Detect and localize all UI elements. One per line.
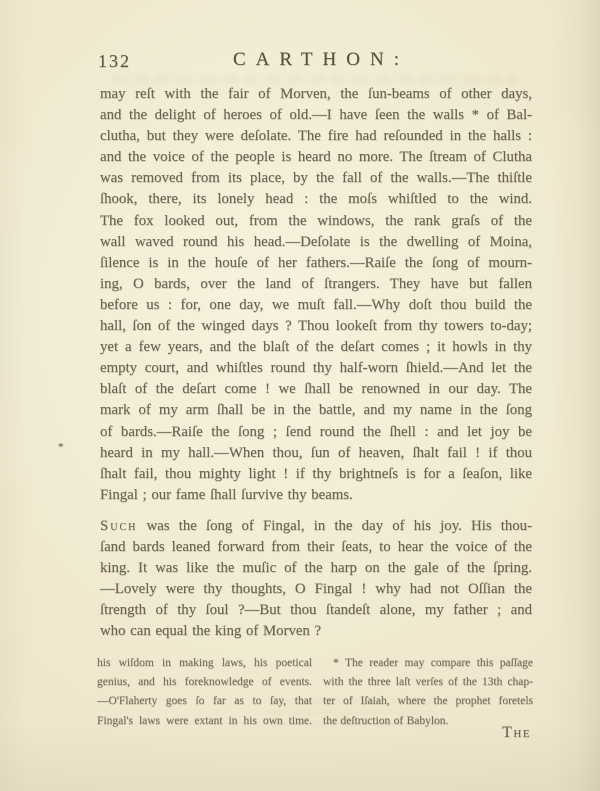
- text-line: —O'Flaherty goes ſo far as to ſay, that: [97, 695, 312, 708]
- footnotes: [97, 654, 533, 731]
- text-line: the deſtruction of Babylon.: [323, 714, 449, 727]
- text-line: [100, 516, 532, 537]
- margin-ink-mark: *: [58, 441, 64, 453]
- text-line: wall waved round his head.—Deſolate is the dwelling of Moina,: [100, 233, 532, 250]
- page-number: 132: [98, 51, 131, 71]
- text-line: and the voice of the people is heard no more. The ſtream of Clutha: [100, 149, 532, 166]
- text-line: blaſt of the deſart come ! we ſhall be renowned in our day. The: [100, 381, 532, 398]
- text-line: Fingal's laws were extant in his own time.: [97, 714, 312, 727]
- text-line: ſand bards leaned forward from their ſeats, to hear the voice of the: [100, 539, 532, 556]
- paragraph-second-rest: [100, 537, 532, 642]
- text-line: The fox looked out, from the windows, the rank graſs of the: [100, 212, 532, 229]
- show-through-artifact: [112, 75, 517, 84]
- text-line: ter of Iſaiah, where the prophet foretels: [323, 695, 533, 708]
- footnote-right-column: [323, 654, 533, 731]
- text-line: yet a few years, and the blaſt of the deſart comes ; it howls in thy: [100, 339, 532, 356]
- paragraph-first: [100, 84, 532, 506]
- page-title: CARTHON:: [233, 49, 409, 70]
- text-line: ſilence is in the houſe of her fathers.—Raiſe the ſong of mourn-: [100, 254, 532, 271]
- small-caps-word: Such: [100, 518, 138, 534]
- text-line: ſhook, there, its lonely head : the moſs whiſtled to the wind.: [100, 191, 532, 208]
- text-line: clutha, but they were deſolate. The fire had reſounded in the halls :: [100, 128, 532, 145]
- text-line: genius, and his foreknowledge of events.: [97, 676, 312, 689]
- text-line: and the delight of heroes of old.—I have ſeen the walls * of Bal-: [100, 107, 532, 124]
- text-line: of bards.—Raiſe the ſong ; ſend round the ſhell : and let joy be: [100, 423, 532, 440]
- paragraph-second: [100, 516, 532, 643]
- catchword: The: [502, 724, 531, 741]
- text-line: mark of my arm ſhall be in the battle, and my name in the ſong: [100, 402, 532, 419]
- text-line: was removed from its place, by the fall of the walls.—The thiſtle: [100, 170, 532, 187]
- text-line: his wiſdom in making laws, his poetical: [97, 657, 312, 669]
- text-line: * The reader may compare this paſſage: [333, 657, 533, 669]
- text-line: before us : for, one day, we muſt fall.—Why doſt thou build the: [100, 296, 532, 313]
- text-line: with the three laſt verſes of the 13th chap-: [323, 676, 533, 689]
- text-line: may reſt with the fair of Morven, the ſun-beams of other days,: [100, 86, 532, 102]
- first-line-rest: was the ſong of Fingal, in the day of his joy. His thou-: [137, 518, 532, 534]
- text-line: Fingal ; our fame ſhall ſurvive thy beams.: [100, 486, 353, 503]
- text-line: ſtrength of thy ſoul ?—But thou ſtandeſt alone, my father ; and: [100, 602, 532, 619]
- text-line: ſhalt fail, thou mighty light ! if thy brightneſs is for a ſeaſon, like: [100, 465, 532, 482]
- footnote-left-column: [97, 654, 312, 731]
- text-line: hall, ſon of the winged days ? Thou lookeſt from thy towers to-day;: [100, 318, 532, 335]
- text-line: king. It was like the muſic of the harp on the gale of the ſpring.: [100, 560, 532, 577]
- text-line: empty court, and whiſtles round thy half-worn ſhield.—And let the: [100, 360, 532, 377]
- text-line: who can equal the king of Morven ?: [100, 623, 322, 640]
- text-line: heard in my hall.—When thou, ſun of heaven, ſhalt fail ! if thou: [100, 444, 532, 461]
- text-line: —Lovely were thy thoughts, O Fingal ! why had not Oſſian the: [100, 581, 532, 598]
- text-line: ing, O bards, over the land of ſtrangers. They have but fallen: [100, 275, 532, 292]
